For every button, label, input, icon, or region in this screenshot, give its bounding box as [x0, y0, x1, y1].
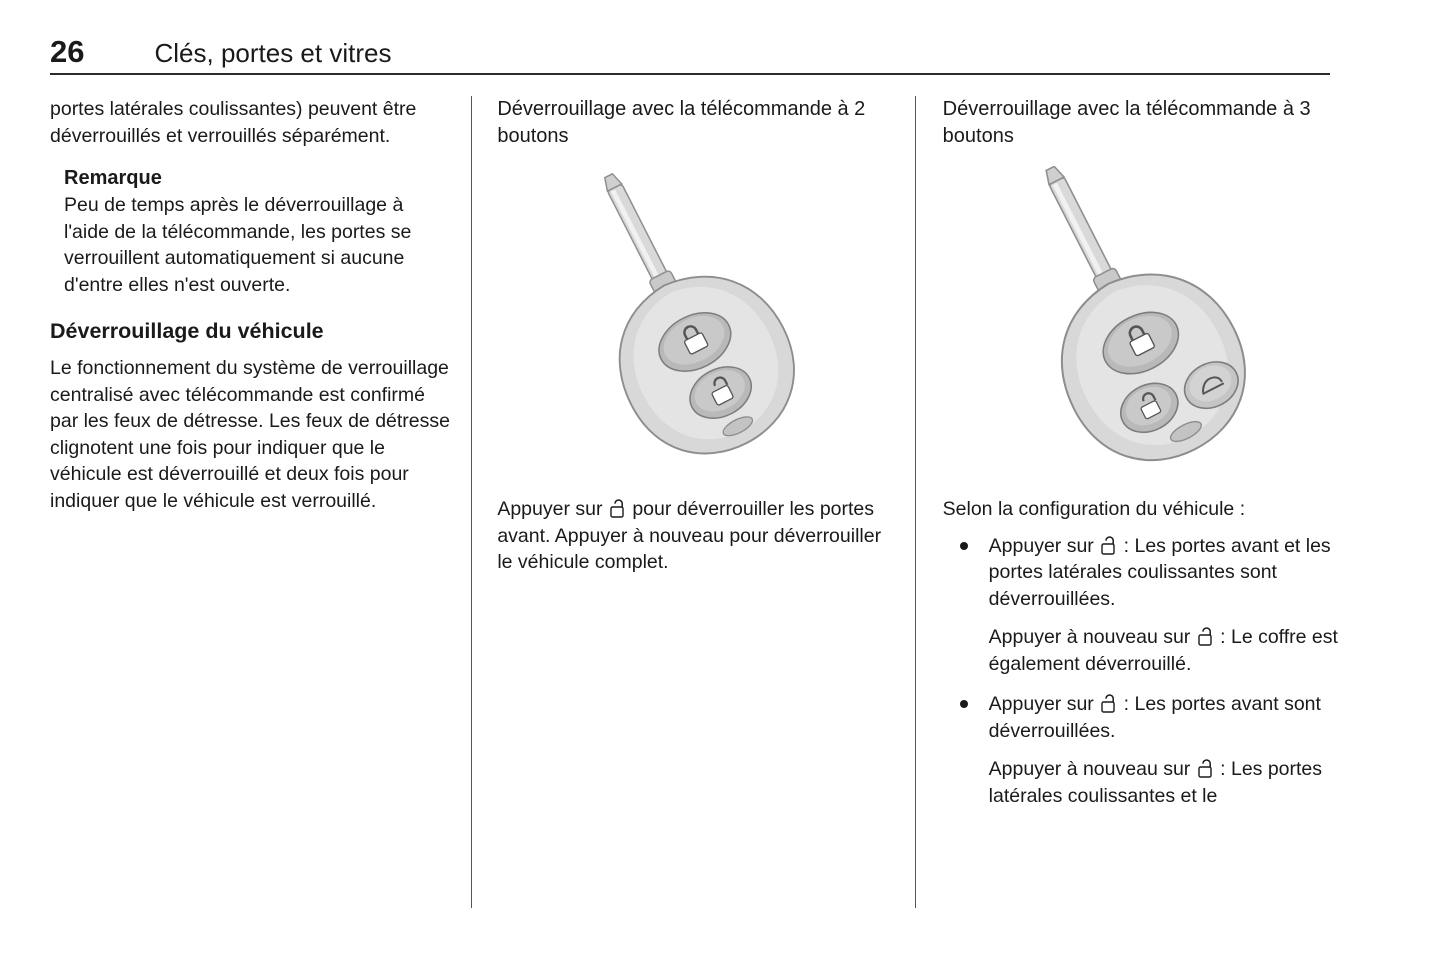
- page-header: [50, 36, 1330, 75]
- column-right: [916, 96, 1340, 926]
- unlock-key-icon: [1101, 694, 1116, 713]
- section-paragraph: Le fonctionnement du système de verrouillage centralisé avec télécommande est confirmé par les feux de détresse. Les feux de détresse clignotent une fois pour indiquer que le véhicule est déverrouillé et deux fois pour indiquer que le véhicule est verrouillé.: [50, 357, 450, 512]
- remote-key-3-buttons-illustration: [943, 166, 1340, 476]
- unlock-key-icon: [1198, 627, 1213, 646]
- bullet-1-follow-after-icon: : Le coffre est également déverrouillé.: [988, 626, 1338, 675]
- bullet-1-follow-before-icon: Appuyer à nouveau sur: [988, 626, 1191, 648]
- bullet-2-text-after-icon: : Les portes avant sont déverrouillées.: [988, 693, 1321, 742]
- config-lead-in: Selon la configuration du véhicule :: [942, 498, 1246, 520]
- note-heading: Remarque: [64, 167, 162, 189]
- unlock-key-icon: [610, 499, 625, 518]
- bullet-2-follow-after-icon: : Les portes latérales coulissantes et le: [988, 758, 1323, 807]
- paragraph-text-after-icon: pour déverrouiller les portes avant. Appuyer à nouveau pour déverrouiller le véhicule complet.: [497, 498, 882, 573]
- column-right-heading: Déverrouillage avec la télécommande à 3 boutons: [942, 98, 1311, 147]
- note-text: Peu de temps après le déverrouillage à l'aide de la télécommande, les portes se verrouillent automatiquement si aucune d'entre elles n'est ouverte.: [64, 194, 412, 296]
- continued-paragraph: portes latérales coulissantes) peuvent être déverrouillés et verrouillés séparément.: [50, 98, 417, 147]
- unlock-key-icon: [1101, 536, 1116, 555]
- column-middle-paragraph: [497, 496, 894, 576]
- chapter-title: Clés, portes et vitres: [154, 38, 392, 68]
- remote-key-2-buttons-illustration: [497, 166, 894, 476]
- bullet-dot-icon: [960, 700, 968, 708]
- figure-remote-key-3-buttons: [943, 166, 1340, 476]
- column-middle-heading: Déverrouillage avec la télécommande à 2 boutons: [497, 98, 866, 147]
- page-columns: [50, 96, 1340, 926]
- bullet-2-text-before-icon: Appuyer sur: [988, 693, 1094, 715]
- unlock-key-icon: [1198, 759, 1213, 778]
- bullet-dot-icon: [960, 542, 968, 550]
- column-left: [50, 96, 471, 926]
- list-item: [943, 533, 1340, 678]
- bullet-1-text-before-icon: Appuyer sur: [988, 534, 1094, 557]
- bullet-2-follow-before-icon: Appuyer à nouveau sur: [988, 758, 1191, 780]
- config-bullet-list: [943, 533, 1340, 810]
- bullet-2-follow: [989, 756, 1340, 809]
- figure-remote-key-2-buttons: [497, 166, 894, 476]
- bullet-1-follow: [989, 624, 1340, 677]
- section-heading-unlocking: Déverrouillage du véhicule: [50, 319, 324, 343]
- column-middle: [472, 96, 914, 926]
- list-item: [943, 691, 1340, 809]
- paragraph-text-before-icon: Appuyer sur: [497, 498, 603, 520]
- note-block: [50, 165, 451, 298]
- bullet-1-text-after-icon: : Les portes avant et les portes latérales coulissantes sont déverrouillées.: [988, 534, 1331, 610]
- page-number: 26: [50, 34, 85, 69]
